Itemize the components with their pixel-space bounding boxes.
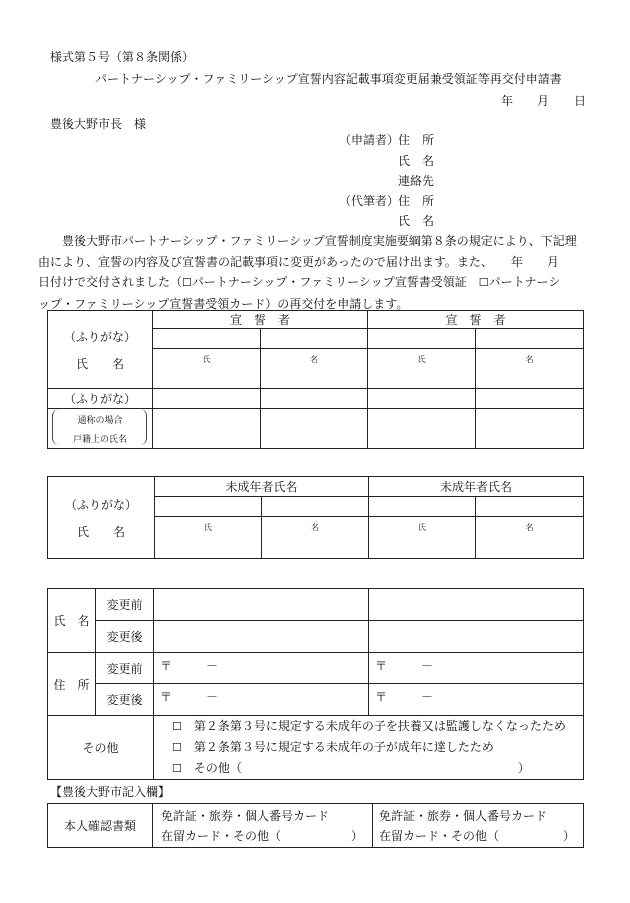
postal-mark: 〒: [375, 659, 388, 673]
alias-furigana-label: （ふりがな）: [48, 389, 153, 409]
minor-1-furigana-given[interactable]: [262, 497, 369, 517]
alias-2-furigana-given[interactable]: [476, 389, 584, 409]
minor-1-surname[interactable]: 氏: [155, 517, 262, 559]
checkbox-icon[interactable]: ☐: [172, 741, 182, 754]
postal-mark: 〒: [375, 690, 388, 704]
alias-label-line-1: 通称の場合: [77, 415, 123, 426]
name-before-2[interactable]: [369, 589, 584, 621]
id-types-line-2: 在留カード・その他（: [161, 828, 282, 843]
changes-table: [47, 588, 584, 780]
postal-mark: 〒: [160, 659, 173, 673]
id-types-line-1: 免許証・旅券・個人番号カード: [161, 808, 330, 823]
declaration-paragraph: [38, 231, 585, 314]
addressee: 豊後大野市長 様: [50, 117, 147, 131]
paragraph-line-1: 豊後大野市パートナーシップ・ファミリーシップ宣誓制度実施要綱第８条の規定により、下記理: [62, 234, 577, 248]
other-option-1[interactable]: ☐ 第２条第３号に規定する未成年の子を扶養又は監護しなくなったため: [172, 719, 566, 733]
id-document-cell-2[interactable]: [373, 804, 584, 848]
minor-1-given[interactable]: 名: [262, 517, 369, 559]
postal-dash: －: [421, 690, 434, 704]
close-paren: ）: [563, 828, 576, 843]
address-after-1[interactable]: [154, 684, 369, 716]
declarant-2-furigana-given[interactable]: [476, 329, 584, 349]
furigana-label: （ふりがな）: [63, 329, 136, 344]
alias-1-furigana-given[interactable]: [261, 389, 368, 409]
id-types-line-2: 在留カード・その他（: [379, 828, 500, 843]
postal-mark: 〒: [160, 690, 173, 704]
minor-2-furigana-surname[interactable]: [369, 497, 476, 517]
name-after-2[interactable]: [369, 621, 584, 653]
reissue-option-card: パートナーシ: [488, 275, 561, 289]
alias-label-line-2: 戸籍上の氏名: [72, 434, 127, 445]
other-options-cell: [154, 716, 584, 780]
alias-1-given[interactable]: [261, 409, 368, 449]
address-before-label: 変更前: [96, 653, 154, 684]
paragraph-line-2: 由により、宣誓の内容及び宣誓書の記載事項に変更があったので届け出ます。また、 年 月: [38, 254, 559, 269]
applicant-address-label: 住 所: [398, 133, 435, 147]
alias-2-surname[interactable]: [368, 409, 476, 449]
name-before-label: 変更前: [96, 589, 154, 621]
other-label: その他: [48, 716, 154, 780]
declarant-2-given[interactable]: 名: [476, 349, 584, 389]
postal-dash: －: [206, 659, 219, 673]
furigana-label: （ふりがな）: [64, 497, 137, 512]
date-month: 月: [537, 94, 550, 108]
name-after-label: 変更後: [96, 621, 154, 653]
change-address-label: 住 所: [48, 653, 96, 716]
office-table: [47, 803, 584, 848]
proxy-role: （代筆者）: [339, 194, 400, 208]
office-heading: 【豊後大野市記入欄】: [50, 785, 171, 799]
other-option-2[interactable]: ☐ 第２条第３号に規定する未成年の子が成年に達したため: [172, 740, 494, 754]
proxy-name-label: 氏 名: [398, 214, 435, 228]
minor-2-surname[interactable]: 氏: [369, 517, 476, 559]
address-before-1[interactable]: [154, 653, 369, 684]
declarant-1-given[interactable]: 名: [261, 349, 368, 389]
checkbox-icon[interactable]: ☐: [478, 276, 489, 289]
id-document-cell-1[interactable]: [153, 804, 373, 848]
declarant-2-surname[interactable]: 氏: [368, 349, 476, 389]
other-option-3[interactable]: ☐ その他（ ）: [172, 761, 530, 775]
minor-2-furigana-given[interactable]: [476, 497, 584, 517]
alias-2-given[interactable]: [476, 409, 584, 449]
reissue-option-certificate: パートナーシップ・ファミリーシップ宣誓書受領証: [191, 275, 467, 289]
applicant-contact-label: 連絡先: [398, 174, 435, 188]
minor-name-label-cell: [48, 477, 155, 559]
alias-1-surname[interactable]: [153, 409, 261, 449]
alias-1-furigana-surname[interactable]: [153, 389, 261, 409]
name-label: 氏 名: [76, 524, 125, 539]
alias-2-furigana-surname[interactable]: [368, 389, 476, 409]
paragraph-line-3: 日付けで交付されました（: [38, 275, 183, 289]
declarant-2-furigana-surname[interactable]: [368, 329, 476, 349]
address-after-label: 変更後: [96, 684, 154, 716]
close-paren: ）: [517, 761, 530, 775]
date-day: 日: [574, 94, 587, 108]
name-label: 氏 名: [75, 356, 124, 371]
close-paren: ）: [351, 828, 364, 843]
date-year: 年: [501, 94, 514, 108]
minor-1-furigana-surname[interactable]: [155, 497, 262, 517]
paragraph-line-4: ップ・ファミリーシップ宣誓書受領カード）の再交付を申請します。: [38, 296, 409, 311]
change-name-label: 氏 名: [48, 589, 96, 653]
proxy-address-label: 住 所: [398, 194, 435, 208]
applicant-role: （申請者）: [339, 133, 400, 147]
postal-dash: －: [421, 659, 434, 673]
address-before-2[interactable]: [369, 653, 584, 684]
declarant-1-furigana-given[interactable]: [261, 329, 368, 349]
minor-2-given[interactable]: 名: [476, 517, 584, 559]
form-number: 様式第５号（第８条関係）: [50, 50, 195, 64]
id-types-line-1: 免許証・旅券・個人番号カード: [379, 808, 548, 823]
applicant-name-label: 氏 名: [398, 154, 435, 168]
declarant-1-furigana-surname[interactable]: [153, 329, 261, 349]
declarant-header-2: 宣 誓 者: [368, 311, 584, 329]
id-document-label: 本人確認書類: [48, 804, 153, 848]
name-after-1[interactable]: [154, 621, 369, 653]
declarant-name-label-cell: [48, 311, 153, 389]
minor-header-2: 未成年者氏名: [369, 477, 584, 497]
declarant-header-1: 宣 誓 者: [153, 311, 368, 329]
checkbox-icon[interactable]: ☐: [172, 762, 182, 775]
checkbox-icon[interactable]: ☐: [182, 276, 192, 289]
page-title: パートナーシップ・ファミリーシップ宣誓内容記載事項変更届兼受領証等再交付申請書: [95, 72, 562, 86]
minor-header-1: 未成年者氏名: [155, 477, 369, 497]
alias-bracket: [52, 409, 147, 445]
minors-table: [47, 476, 584, 559]
name-before-1[interactable]: [154, 589, 369, 621]
checkbox-icon[interactable]: ☐: [172, 720, 182, 733]
postal-dash: －: [206, 690, 219, 704]
declarant-1-surname[interactable]: 氏: [153, 349, 261, 389]
address-after-2[interactable]: [369, 684, 584, 716]
